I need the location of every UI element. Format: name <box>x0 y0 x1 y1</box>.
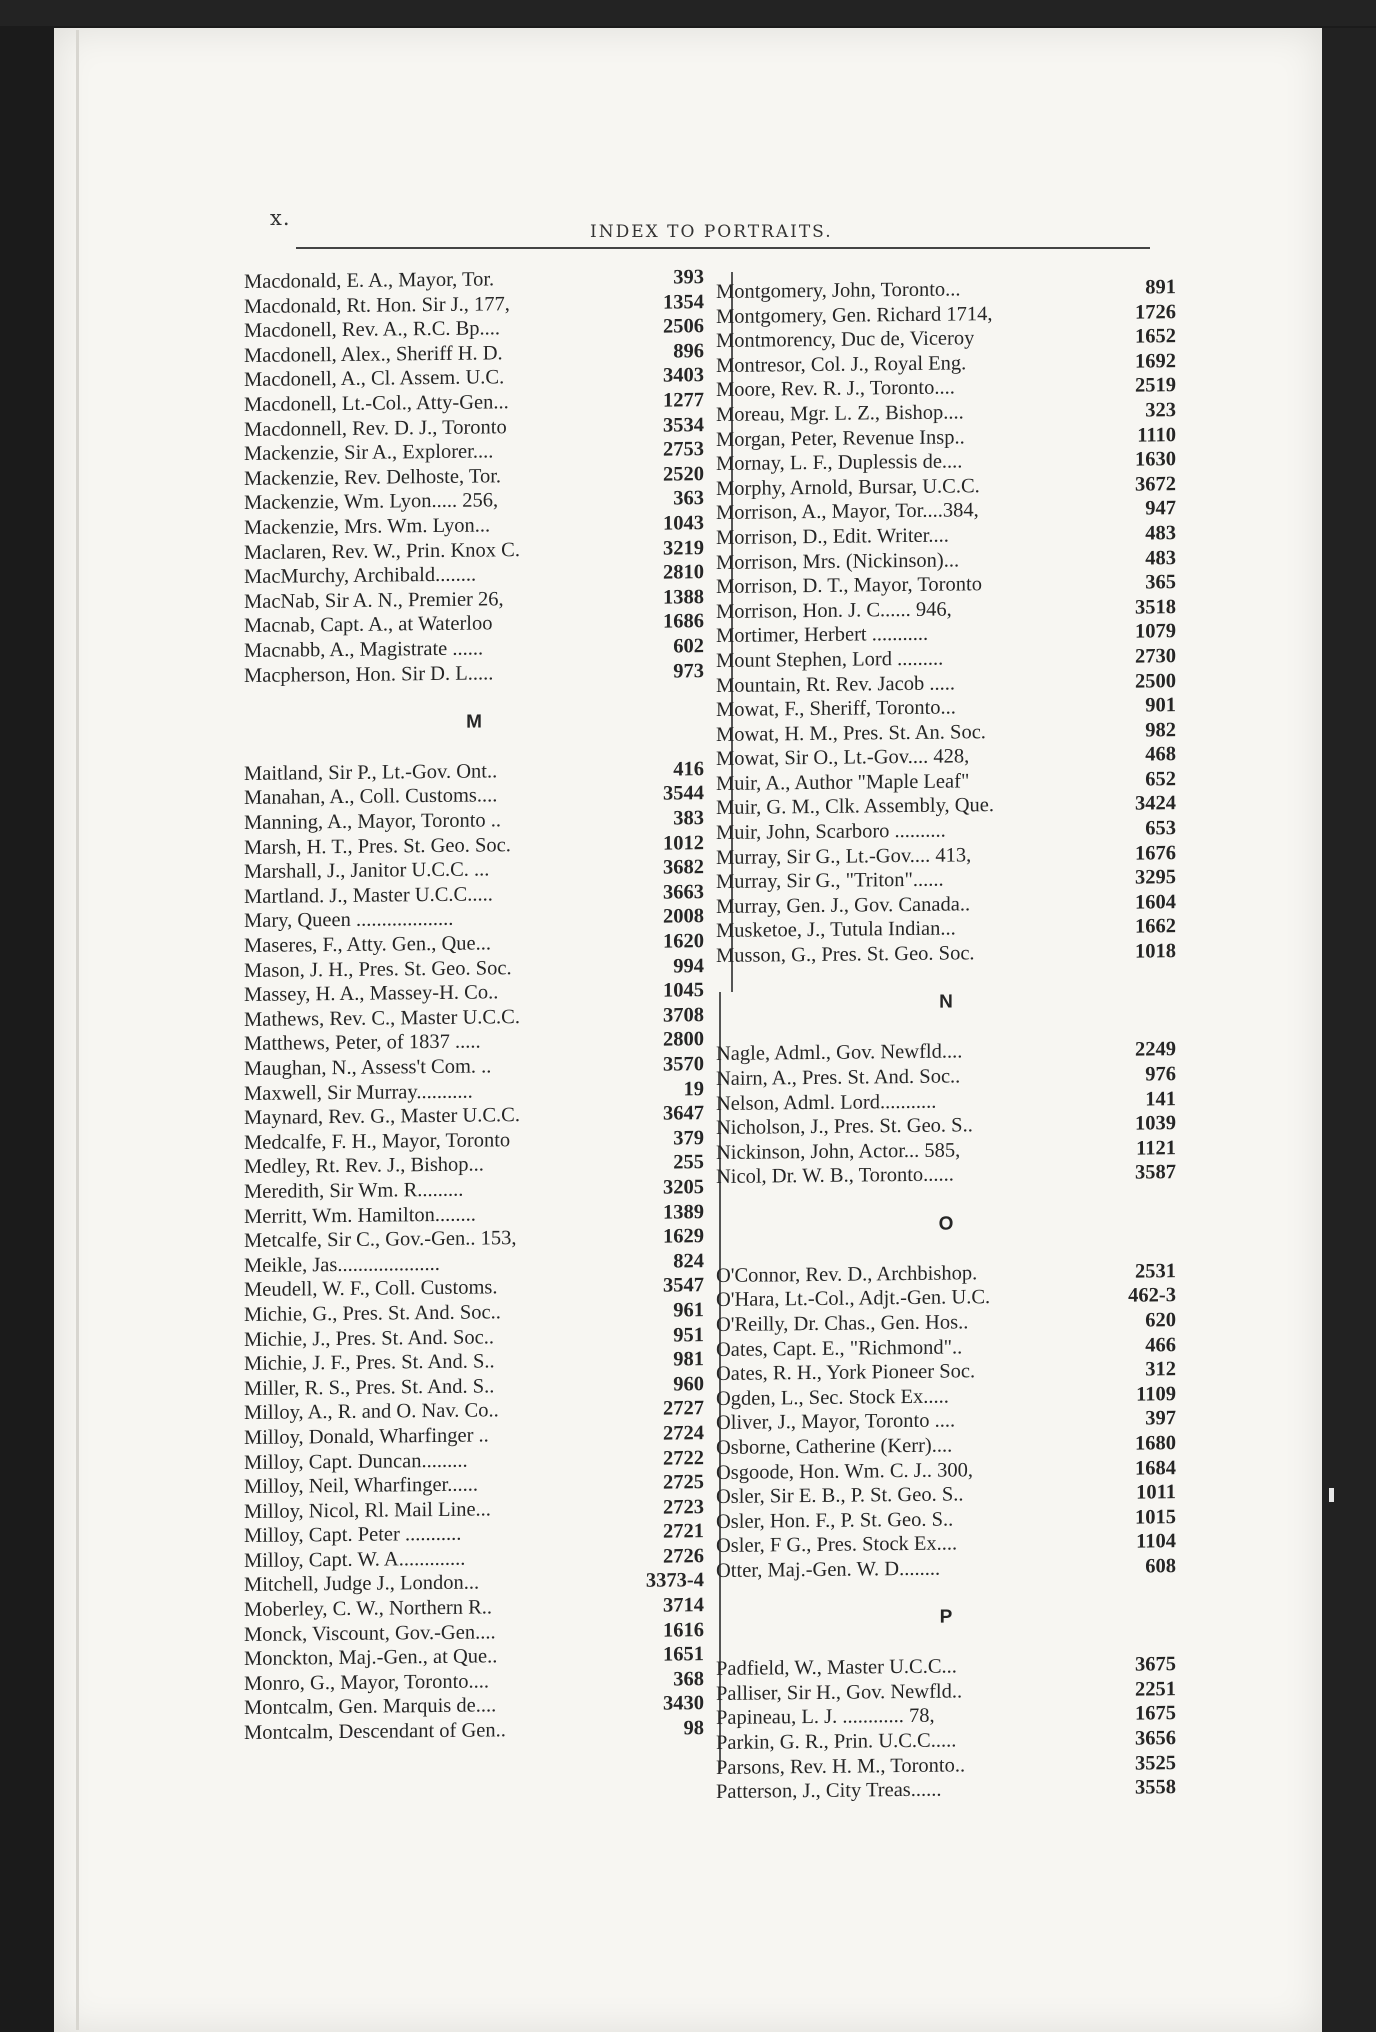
entry-name: Mackenzie, Wm. Lyon..... 256, <box>244 489 499 515</box>
entry-page-number: 891 <box>1145 276 1176 299</box>
entry-name: Moberley, C. W., Northern R.. <box>244 1596 493 1622</box>
entry-page-number: 2727 <box>663 1397 704 1420</box>
entry-name: Marshall, J., Janitor U.C.C. ... <box>244 858 490 884</box>
entry-name: Nicol, Dr. W. B., Toronto...... <box>716 1163 954 1189</box>
entry-name: Morgan, Peter, Revenue Insp.. <box>716 425 965 451</box>
entry-name: Mowat, H. M., Pres. St. An. Soc. <box>716 720 986 746</box>
header-rule <box>296 247 1150 249</box>
entry-page-number: 141 <box>1145 1087 1176 1111</box>
entry-page-number: 397 <box>1145 1407 1176 1430</box>
entry-page-number: 1684 <box>1135 1456 1176 1480</box>
entry-page-number: 365 <box>1145 571 1176 594</box>
entry-page-number: 1388 <box>663 585 704 609</box>
entry-page-number: 1110 <box>1137 423 1176 447</box>
entry-page-number: 824 <box>673 1249 704 1273</box>
entry-page-number: 323 <box>1145 399 1176 422</box>
entry-name: Milloy, Capt. Duncan......... <box>244 1449 468 1474</box>
entry-page-number: 1011 <box>1136 1481 1176 1504</box>
entry-page-number: 3525 <box>1135 1751 1176 1775</box>
entry-name: Maseres, F., Atty. Gen., Que... <box>244 932 491 958</box>
page-gutter-edge <box>76 30 79 2030</box>
entry-page-number: 2721 <box>663 1520 704 1543</box>
entry-name: Metcalfe, Sir C., Gov.-Gen.. 153, <box>244 1227 517 1253</box>
entry-page-number: 1039 <box>1135 1112 1176 1135</box>
entry-name: Milloy, Nicol, Rl. Mail Line... <box>244 1498 491 1523</box>
entry-name: O'Hara, Lt.-Col., Adjt.-Gen. U.C. <box>716 1286 991 1312</box>
entry-page-number: 3672 <box>1135 472 1176 496</box>
entry-page-number: 462-3 <box>1128 1284 1176 1308</box>
entry-name: Morrison, Hon. J. C...... 946, <box>716 598 952 623</box>
entry-name: Massey, H. A., Massey-H. Co.. <box>244 981 499 1007</box>
entry-page-number: 951 <box>673 1323 704 1347</box>
entry-name: Mowat, F., Sheriff, Toronto... <box>716 696 956 722</box>
entry-page-number: 363 <box>673 487 704 510</box>
entry-name: Matthews, Peter, of 1837 ..... <box>244 1030 481 1056</box>
entry-page-number: 2722 <box>663 1446 704 1470</box>
entry-name: Michie, G., Pres. St. And. Soc.. <box>244 1301 501 1326</box>
entry-page-number: 3295 <box>1135 866 1176 889</box>
entry-name: Murray, Gen. J., Gov. Canada.. <box>716 893 971 918</box>
entry-page-number: 620 <box>1145 1309 1176 1332</box>
entry-name: Michie, J. F., Pres. St. And. S.. <box>244 1350 495 1376</box>
index-column-right <box>716 275 1176 1805</box>
entry-name: Milloy, Capt. W. A............. <box>244 1547 466 1572</box>
entry-page-number: 1692 <box>1135 349 1176 373</box>
entry-name: Meudell, W. F., Coll. Customs. <box>244 1276 498 1302</box>
entry-page-number: 2730 <box>1135 645 1176 668</box>
entry-page-number: 1651 <box>663 1643 704 1666</box>
entry-page-number: 3403 <box>663 364 704 387</box>
entry-page-number: 255 <box>673 1151 704 1174</box>
entry-name: Macdonell, Rev. A., R.C. Bp.... <box>244 317 501 343</box>
entry-name: Meikle, Jas.................... <box>244 1252 440 1277</box>
entry-name: Martland. J., Master U.C.C..... <box>244 883 493 908</box>
entry-name: Macdonald, E. A., Mayor, Tor. <box>244 268 495 293</box>
entry-name: Osgoode, Hon. Wm. C. J.. 300, <box>716 1458 974 1484</box>
entry-name: Milloy, Neil, Wharfinger...... <box>244 1473 478 1499</box>
entry-page-number: 1018 <box>1135 940 1176 963</box>
entry-name: Nickinson, John, Actor... 585, <box>716 1139 961 1164</box>
entry-page-number: 1354 <box>663 290 704 314</box>
entry-page-number: 1277 <box>663 389 704 412</box>
entry-page-number: 3373-4 <box>645 1569 704 1593</box>
entry-page-number: 1616 <box>663 1618 704 1642</box>
entry-page-number: 901 <box>1145 694 1176 717</box>
entry-name: Montmorency, Duc de, Viceroy <box>716 327 975 353</box>
entry-page-number: 994 <box>673 954 704 978</box>
entry-name: Morrison, A., Mayor, Tor....384, <box>716 499 979 525</box>
entry-name: Monckton, Maj.-Gen., at Que.. <box>244 1645 498 1671</box>
entry-name: Milloy, A., R. and O. Nav. Co.. <box>244 1399 499 1425</box>
entry-page-number: 483 <box>1145 546 1176 570</box>
entry-page-number: 1726 <box>1135 300 1176 324</box>
entry-page-number: 312 <box>1145 1358 1176 1381</box>
entry-name: Macdonell, A., Cl. Assem. U.C. <box>244 366 505 392</box>
entry-name: Padfield, W., Master U.C.C... <box>716 1655 957 1681</box>
entry-name: Muir, G. M., Clk. Assembly, Que. <box>716 794 995 820</box>
entry-page-number: 981 <box>673 1348 704 1371</box>
entry-name: Moreau, Mgr. L. Z., Bishop.... <box>716 401 964 426</box>
entry-page-number: 973 <box>673 659 704 683</box>
entry-page-number: 960 <box>673 1372 704 1396</box>
entry-name: O'Reilly, Dr. Chas., Gen. Hos.. <box>716 1311 969 1336</box>
entry-name: Nelson, Adml. Lord........... <box>716 1090 937 1115</box>
index-entry <box>716 1775 1176 1804</box>
entry-name: Miller, R. S., Pres. St. And. S.. <box>244 1375 495 1400</box>
entry-page-number: 3544 <box>663 782 704 806</box>
entry-page-number: 3424 <box>1135 792 1176 816</box>
entry-page-number: 976 <box>1145 1063 1176 1086</box>
entry-page-number: 3708 <box>663 1003 704 1027</box>
entry-page-number: 961 <box>673 1299 704 1322</box>
entry-name: Macpherson, Hon. Sir D. L..... <box>244 661 494 687</box>
entry-page-number: 3647 <box>663 1102 704 1125</box>
entry-name: Macnab, Capt. A., at Waterloo <box>244 612 493 638</box>
section-letter: P <box>939 1606 953 1628</box>
entry-name: Mackenzie, Rev. Delhoste, Tor. <box>244 465 502 490</box>
entry-page-number: 653 <box>1145 817 1176 840</box>
entry-name: Maitland, Sir P., Lt.-Gov. Ont.. <box>244 760 498 785</box>
entry-name: Oliver, J., Mayor, Toronto .... <box>716 1409 956 1435</box>
entry-name: Otter, Maj.-Gen. W. D........ <box>716 1557 941 1582</box>
entry-page-number: 2810 <box>663 561 704 584</box>
entry-page-number: 1109 <box>1136 1382 1176 1406</box>
scan-artifact-mark <box>1329 1488 1334 1502</box>
entry-page-number: 383 <box>673 807 704 830</box>
entry-name: Macdonnell, Rev. D. J., Toronto <box>244 415 507 441</box>
section-letter: N <box>939 991 953 1013</box>
entry-name: Manahan, A., Coll. Customs.... <box>244 784 498 810</box>
entry-name: Meredith, Sir Wm. R......... <box>244 1178 464 1203</box>
entry-name: Nairn, A., Pres. St. And. Soc.. <box>716 1065 961 1090</box>
entry-name: Mary, Queen ................... <box>244 908 454 933</box>
entry-page-number: 1676 <box>1135 841 1176 865</box>
entry-page-number: 1012 <box>663 831 704 855</box>
entry-page-number: 2800 <box>663 1028 704 1052</box>
entry-name: Maxwell, Sir Murray........... <box>244 1080 473 1105</box>
entry-page-number: 3219 <box>663 536 704 560</box>
section-letter: O <box>938 1213 954 1235</box>
entry-page-number: 1015 <box>1135 1505 1176 1529</box>
entry-page-number: 368 <box>673 1668 704 1691</box>
entry-name: Montresor, Col. J., Royal Eng. <box>716 352 967 377</box>
entry-name: Morrison, D., Edit. Writer.... <box>716 524 949 549</box>
entry-page-number: 483 <box>1145 522 1176 545</box>
entry-page-number: 2724 <box>663 1422 704 1445</box>
entry-page-number: 416 <box>673 758 704 781</box>
entry-page-number: 2500 <box>1135 669 1176 693</box>
entry-name: Osler, F G., Pres. Stock Ex.... <box>716 1532 958 1558</box>
entry-name: Morrison, Mrs. (Nickinson)... <box>716 548 960 574</box>
entry-page-number: 1045 <box>663 979 704 1002</box>
entry-name: Morphy, Arnold, Bursar, U.C.C. <box>716 474 980 500</box>
entry-name: Macdonell, Alex., Sheriff H. D. <box>244 342 503 367</box>
entry-name: Milloy, Donald, Wharfinger .. <box>244 1424 489 1449</box>
entry-name: Mackenzie, Mrs. Wm. Lyon... <box>244 514 491 539</box>
entry-name: Mason, J. H., Pres. St. Geo. Soc. <box>244 956 512 982</box>
entry-page-number: 2519 <box>1135 374 1176 397</box>
entry-name: Mortimer, Herbert ........... <box>716 623 929 648</box>
entry-page-number: 1389 <box>663 1200 704 1224</box>
entry-page-number: 3656 <box>1135 1727 1176 1750</box>
entry-page-number: 1652 <box>1135 325 1176 348</box>
entry-page-number: 1630 <box>1135 448 1176 471</box>
entry-page-number: 1604 <box>1135 891 1176 914</box>
entry-page-number: 608 <box>1145 1555 1176 1578</box>
entry-name: Nagle, Adml., Gov. Newfld.... <box>716 1040 963 1066</box>
entry-name: Mount Stephen, Lord ......... <box>716 647 944 672</box>
entry-page-number: 602 <box>673 635 704 658</box>
entry-name: Maynard, Rev. G., Master U.C.C. <box>244 1104 520 1130</box>
entry-name: Mackenzie, Sir A., Explorer.... <box>244 440 494 466</box>
entry-page-number: 3547 <box>663 1274 704 1297</box>
entry-name: Macnabb, A., Magistrate ...... <box>244 637 484 662</box>
entry-name: Mitchell, Judge J., London... <box>244 1572 480 1597</box>
scan-background-right <box>1322 28 1376 2032</box>
entry-name: Mountain, Rt. Rev. Jacob ..... <box>716 671 955 697</box>
entry-name: Milloy, Capt. Peter ........... <box>244 1523 462 1548</box>
entry-name: Merritt, Wm. Hamilton........ <box>244 1203 476 1228</box>
entry-name: MacMurchy, Archibald........ <box>244 563 477 589</box>
entry-page-number: 98 <box>683 1717 704 1740</box>
entry-name: Medley, Rt. Rev. J., Bishop... <box>244 1153 484 1179</box>
entry-page-number: 1629 <box>663 1225 704 1248</box>
entry-name: O'Connor, Rev. D., Archbishop. <box>716 1262 978 1287</box>
entry-page-number: 1620 <box>663 930 704 953</box>
entry-name: Marsh, H. T., Pres. St. Geo. Soc. <box>244 833 511 859</box>
entry-page-number: 1675 <box>1135 1702 1176 1726</box>
entry-name: Montcalm, Descendant of Gen.. <box>244 1719 506 1745</box>
entry-page-number: 2008 <box>663 905 704 929</box>
entry-page-number: 3558 <box>1135 1776 1176 1799</box>
entry-name: Manning, A., Mayor, Toronto .. <box>244 809 502 835</box>
entry-name: Musketoe, J., Tutula Indian... <box>716 917 956 943</box>
entry-page-number: 652 <box>1145 768 1176 791</box>
scan-background-top <box>0 0 1376 26</box>
entry-name: Parkin, G. R., Prin. U.C.C..... <box>716 1729 957 1755</box>
entry-name: Musson, G., Pres. St. Geo. Soc. <box>716 942 975 968</box>
entry-name: Michie, J., Pres. St. And. Soc.. <box>244 1325 494 1351</box>
entry-page-number: 947 <box>1145 497 1176 520</box>
entry-page-number: 3518 <box>1135 595 1176 619</box>
entry-page-number: 1043 <box>663 512 704 535</box>
entry-name: Monck, Viscount, Gov.-Gen.... <box>244 1621 496 1646</box>
entry-page-number: 982 <box>1145 718 1176 742</box>
entry-page-number: 3534 <box>663 413 704 437</box>
entry-page-number: 896 <box>673 339 704 363</box>
page-number: x. <box>270 206 291 230</box>
entry-page-number: 2251 <box>1135 1678 1176 1701</box>
entry-name: Osler, Sir E. B., P. St. Geo. S.. <box>716 1483 964 1509</box>
entry-page-number: 3570 <box>663 1053 704 1076</box>
entry-name: Medcalfe, F. H., Mayor, Toronto <box>244 1128 511 1154</box>
entry-page-number: 2520 <box>663 462 704 486</box>
entry-name: Nicholson, J., Pres. St. Geo. S.. <box>716 1114 973 1140</box>
running-title: INDEX TO PORTRAITS. <box>590 222 833 242</box>
entry-page-number: 2506 <box>663 315 704 338</box>
entry-page-number: 3663 <box>663 881 704 904</box>
entry-page-number: 3430 <box>663 1692 704 1716</box>
section-letter: M <box>466 711 482 733</box>
entry-name: Muir, John, Scarboro .......... <box>716 819 946 845</box>
entry-page-number: 2723 <box>663 1495 704 1519</box>
entry-name: Mornay, L. F., Duplessis de.... <box>716 450 963 476</box>
entry-page-number: 3714 <box>663 1594 704 1617</box>
entry-page-number: 1686 <box>663 610 704 633</box>
entry-page-number: 1079 <box>1135 620 1176 643</box>
entry-name: Murray, Sir G., Lt.-Gov.... 413, <box>716 843 972 869</box>
entry-name: Osler, Hon. F., P. St. Geo. S.. <box>716 1508 954 1533</box>
entry-page-number: 466 <box>1145 1333 1176 1357</box>
entry-name: Maughan, N., Assess't Com. .. <box>244 1055 492 1080</box>
entry-page-number: 379 <box>673 1126 704 1150</box>
entry-name: Macdonell, Lt.-Col., Atty-Gen... <box>244 391 509 416</box>
entry-page-number: 393 <box>673 266 704 289</box>
entry-name: Patterson, J., City Treas...... <box>716 1778 942 1804</box>
entry-page-number: 3675 <box>1135 1653 1176 1676</box>
index-entry <box>244 1716 704 1745</box>
entry-name: Maclaren, Rev. W., Prin. Knox C. <box>244 538 520 564</box>
entry-page-number: 468 <box>1145 743 1176 766</box>
entry-name: Parsons, Rev. H. M., Toronto.. <box>716 1754 966 1779</box>
entry-page-number: 3682 <box>663 856 704 879</box>
entry-name: Ogden, L., Sec. Stock Ex..... <box>716 1385 949 1410</box>
entry-name: Moore, Rev. R. J., Toronto.... <box>716 376 955 402</box>
entry-page-number: 2726 <box>663 1545 704 1568</box>
entry-name: Montgomery, John, Toronto... <box>716 278 961 303</box>
entry-name: Muir, A., Author "Maple Leaf" <box>716 770 970 795</box>
entry-name: Morrison, D. T., Mayor, Toronto <box>716 573 982 599</box>
entry-page-number: 2249 <box>1135 1038 1176 1062</box>
entry-name: Mowat, Sir O., Lt.-Gov.... 428, <box>716 745 970 771</box>
entry-name: Oates, Capt. E., "Richmond".. <box>716 1335 963 1361</box>
entry-name: Montgomery, Gen. Richard 1714, <box>716 302 993 328</box>
entry-name: Montcalm, Gen. Marquis de.... <box>244 1694 497 1720</box>
entry-name: Palliser, Sir H., Gov. Newfld.. <box>716 1680 963 1705</box>
entry-name: Mathews, Rev. C., Master U.C.C. <box>244 1005 520 1031</box>
entry-name: Oates, R. H., York Pioneer Soc. <box>716 1360 976 1386</box>
index-column-left <box>244 265 704 1745</box>
entry-name: Papineau, L. J. ............ 78, <box>716 1705 935 1730</box>
entry-page-number: 1662 <box>1135 915 1176 939</box>
entry-page-number: 2531 <box>1135 1259 1176 1283</box>
entry-page-number: 2753 <box>663 438 704 461</box>
entry-name: Monro, G., Mayor, Toronto.... <box>244 1670 490 1695</box>
entry-name: Osborne, Catherine (Kerr).... <box>716 1434 953 1459</box>
entry-page-number: 3205 <box>663 1176 704 1199</box>
entry-page-number: 19 <box>683 1077 704 1100</box>
entry-page-number: 2725 <box>663 1471 704 1494</box>
entry-name: Murray, Sir G., "Triton"...... <box>716 868 944 894</box>
entry-page-number: 1680 <box>1135 1432 1176 1455</box>
entry-name: MacNab, Sir A. N., Premier 26, <box>244 587 504 613</box>
entry-name: Macdonald, Rt. Hon. Sir J., 177, <box>244 292 510 318</box>
entry-page-number: 1121 <box>1136 1136 1176 1160</box>
entry-page-number: 3587 <box>1135 1161 1176 1184</box>
entry-page-number: 1104 <box>1136 1530 1176 1553</box>
